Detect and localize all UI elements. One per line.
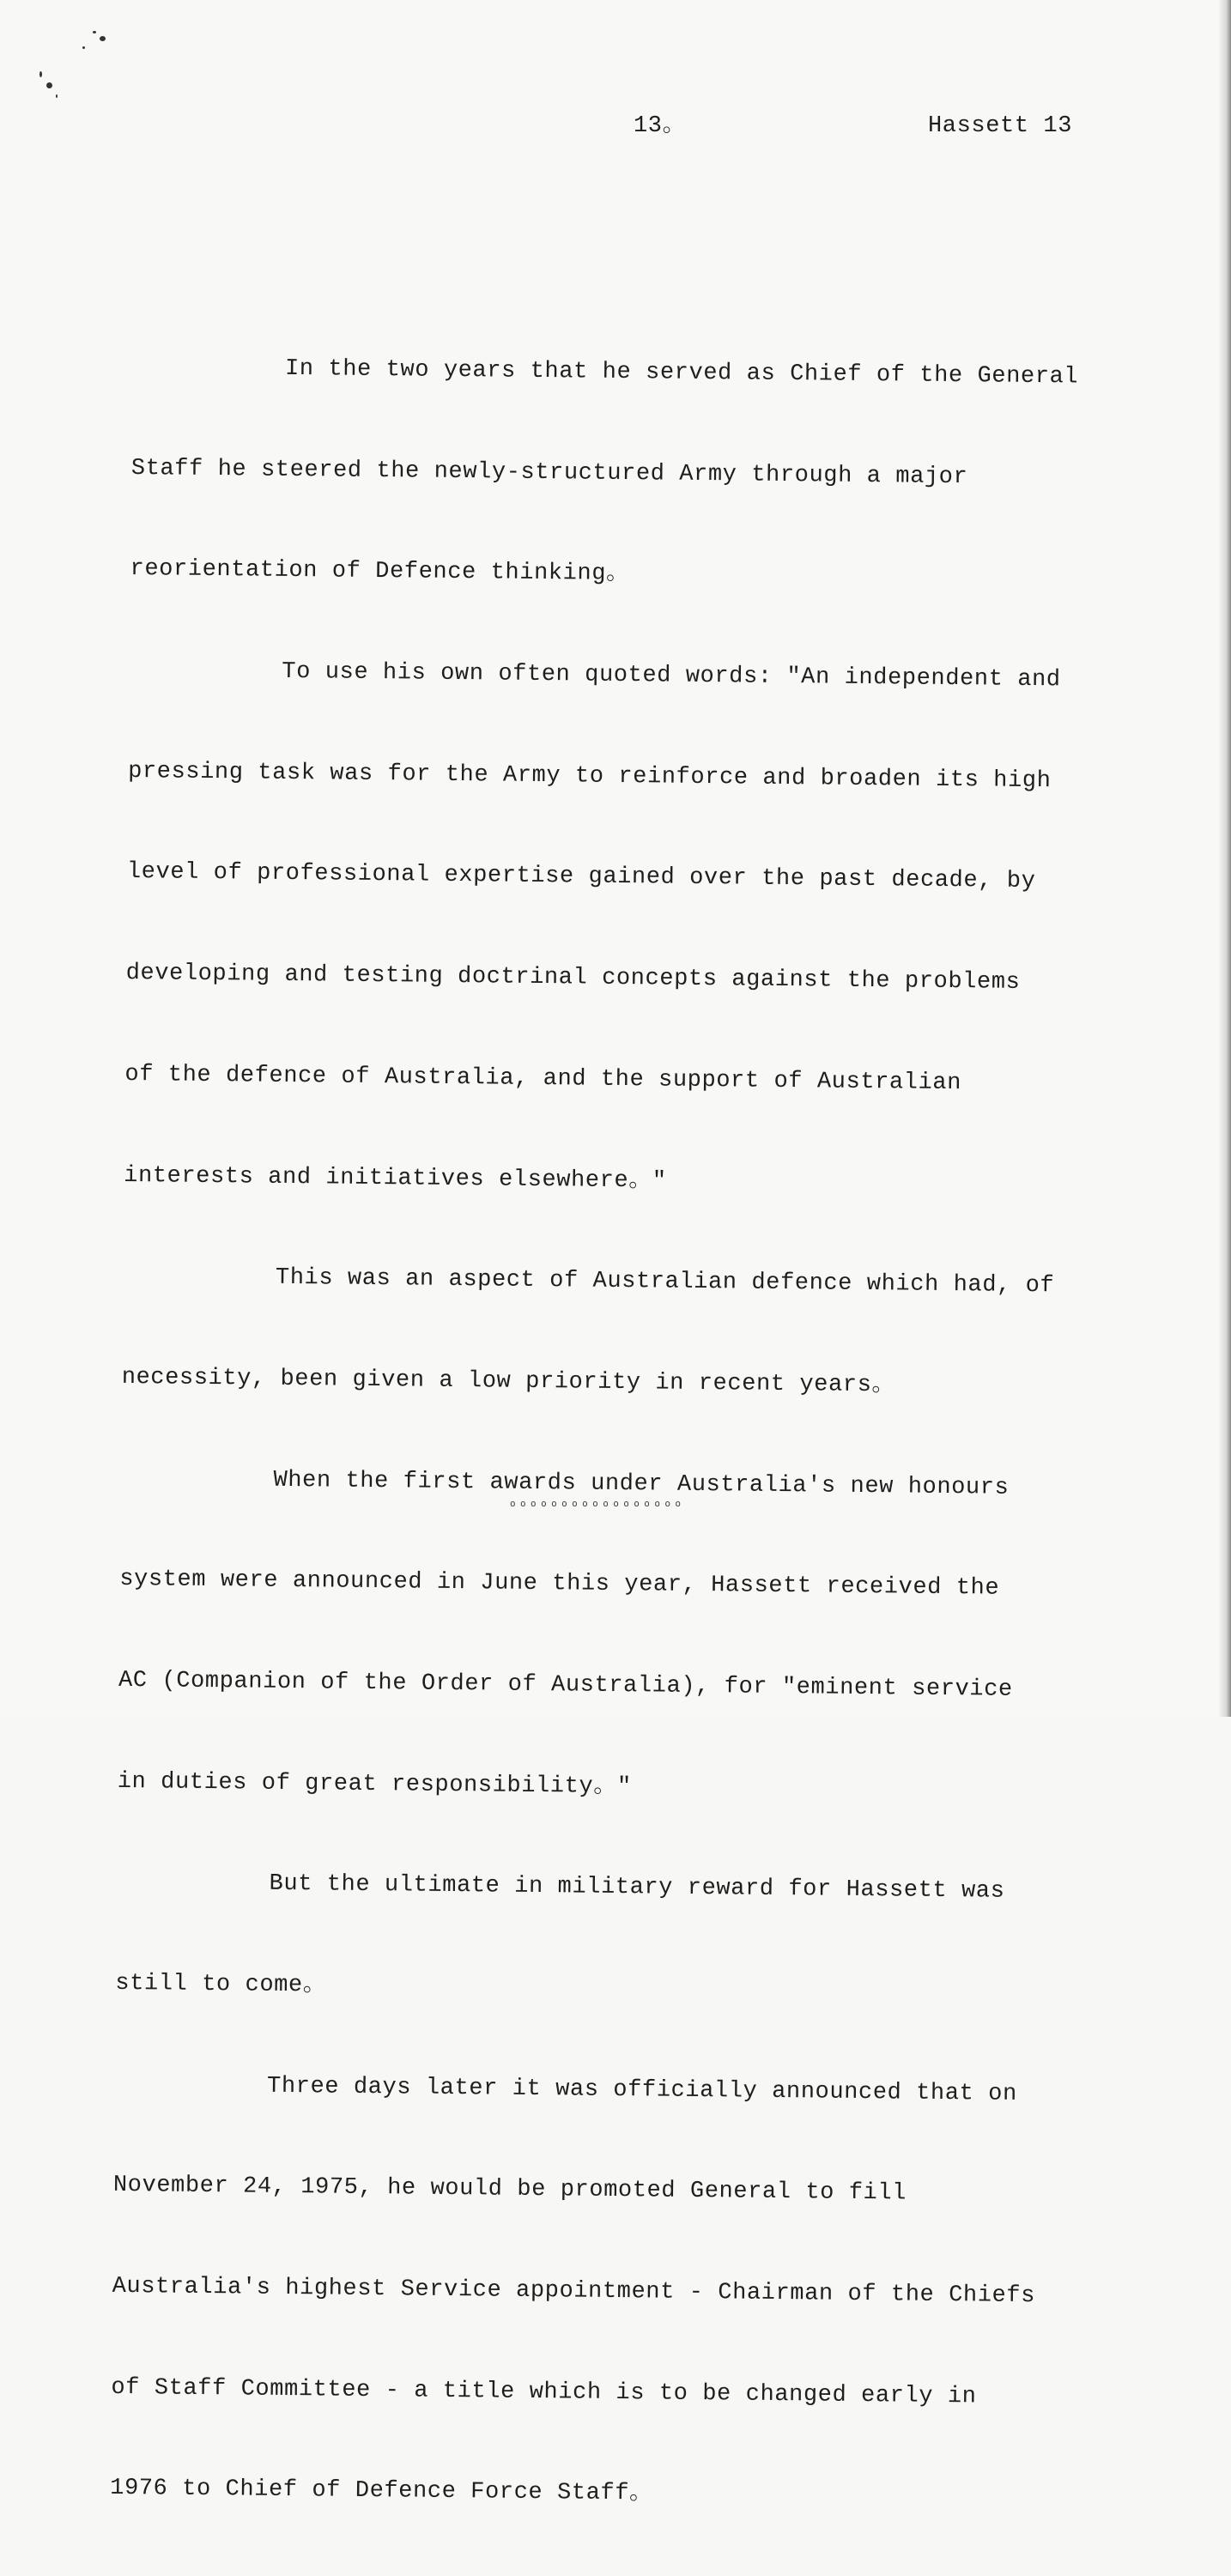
text-line: This was an aspect of Australian defence which had, of [275, 1264, 1055, 1300]
text-line: in duties of great responsibility。" [117, 1768, 632, 1800]
text-line: Staff he steered the newly-structured Army through a major [130, 455, 968, 490]
text-line: To use his own often quoted words: "An independent and [282, 658, 1061, 694]
text-line: still to come。 [115, 1970, 327, 1999]
text-line: Three days later it was officially announced that on [266, 2073, 1017, 2107]
body-text [109, 292, 1129, 2576]
scan-speck [100, 36, 106, 41]
text-line: Australia's highest Service appointment - Chairman of the Chiefs [112, 2273, 1036, 2310]
text-line: interests and initiatives elsewhere。" [124, 1162, 667, 1195]
scan-speck [56, 94, 58, 98]
scan-speck [93, 31, 96, 33]
text-line: developing and testing doctrinal concepts against the problems [125, 961, 1021, 996]
text-line: pressing task was for the Army to reinforce and broaden its high [127, 758, 1052, 794]
text-line: system were announced in June this year, Hassett received the [119, 1567, 1000, 1602]
end-of-story-mark: ooooooooooooooooo [510, 1498, 686, 1509]
text-line: When the first awards under Australia's new honours [273, 1467, 1010, 1501]
text-line: of Staff Committee - a title which is to be changed early in [111, 2374, 977, 2410]
text-line: AC (Companion of the Order of Australia), for "eminent service [118, 1667, 1013, 1703]
scan-speck [39, 71, 42, 77]
page-edge-shadow [1219, 0, 1231, 1717]
text-line: 1976 to Chief of Defence Force Staff。 [110, 2476, 653, 2507]
text-line: level of professional expertise gained over the past decade, by [126, 859, 1036, 895]
scan-speck [82, 46, 85, 49]
scan-speck [46, 82, 52, 88]
page-number: 13。 [634, 113, 687, 139]
text-line: of the defence of Australia, and the support of Australian [124, 1061, 962, 1096]
text-line: November 24, 1975, he would be promoted General to fill [112, 2173, 907, 2207]
text-line: necessity, been given a low priority in recent years。 [121, 1364, 896, 1399]
page-slug: Hassett 13 [928, 113, 1073, 139]
text-line: reorientation of Defence thinking。 [130, 556, 630, 588]
text-line: But the ultimate in military reward for Hassett was [269, 1871, 1005, 1906]
text-line: In the two years that he served as Chief of the General [284, 355, 1079, 391]
